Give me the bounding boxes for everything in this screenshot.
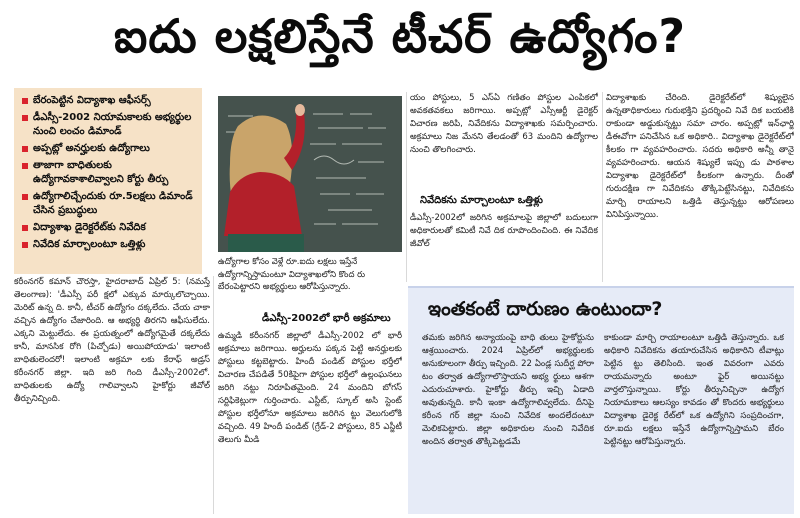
highlight-item	[22, 238, 196, 252]
highlight-item	[22, 221, 196, 235]
highlight-item	[22, 159, 196, 187]
highlight-item	[22, 142, 196, 156]
highlight-text: విద్యాశాఖ డైరెక్టరేట్‌కు నివేదిక	[33, 222, 146, 233]
article-column-2: ఉమ్మడి కరీంనగర్ జిల్లాలో డీఎస్సీ-2002 లో భారీ అక్రమాలు జరిగాయి. అర్హులను పక్కన పెట్టి అనర్హులకు పోస్టులు కట్టబెట్టారు. హిందీ పండిట్ పోస్టుల భర్తీలో విచారణ చేపడితే 50కిపైగా పోస్టుల భర్తీలో ఉల్లంఘనలు జరిగి నట్టు నిరూపితమైంది. 24 మందిని బోగస్ సర్టిఫికెట్లుగా గుర్తించారు. ఎస్టీట్, స్కూల్ అసి స్టెంట్ పోస్టుల భర్తీలోనూ అక్రమాలు జరిగిన ట్టు వెలుగులోకి వచ్చింది. 49 హిందీ పండిట్ (గ్రేడ్-2 పోస్టులు, 85 ఎస్జీటీ తెలుగు మీడి	[218, 331, 402, 445]
teacher-chalkboard-photo	[218, 96, 402, 252]
bullet-icon	[22, 98, 28, 104]
highlight-text: డీఎస్సీ-2002 నియామకాలకు అభ్యర్థుల నుంచి లంచం డిమాండ్	[33, 112, 192, 137]
highlight-text: ఉద్యోగాలిచ్చేందుకు రూ.5లక్షలు డిమాండ్ చేసిన ప్రబుద్ధులు	[33, 191, 193, 216]
column-divider	[213, 276, 214, 514]
highlight-item	[22, 111, 196, 139]
highlight-text: తాజాగా బాధితులకు ఉద్యోగావకాశాలివ్వాలని కోర్టు తీర్పు	[33, 160, 169, 185]
headline: ఐదు లక్షలిస్తేనే టీచర్ ఉద్యోగం?	[113, 9, 687, 63]
highlights-box	[14, 88, 202, 274]
bullet-icon	[22, 163, 28, 169]
article-column-3: యం పోస్టులు, 5 ఎస్ఏ గణితం పోస్టుల ఎంపికలో అవకతవకలు జరిగాయి. అప్పట్లో ఎస్సీఆర్టీ డైరెక్టర్ విచారణ జరిపి, నివేదికను విద్యాశాఖకు సమర్పించారు. అక్రమాలు నిజ మేనని తేలడంతో 63 మందిని ఉద్యోగాల నుంచి తొలగించారు.	[410, 93, 598, 155]
bullet-icon	[22, 115, 28, 121]
sidebar-story-title: ఇంతకంటే దారుణం ఉంటుందా?	[428, 298, 663, 320]
bullet-icon	[22, 242, 28, 248]
article-column-1: కరీంనగర్ కమాన్ చౌరస్తా, హైదరాబాద్ ఏప్రిల్ 5: (నమస్తే తెలంగాణ): 'డీఎస్సీ పరీ క్షలో ఎక్కువ మార్కులొచ్చాయి. మెరిట్ ఉన్న ది. కానీ, టీచర్ ఉద్యోగం దక్కలేదు. చేయ చాకా వచ్చిన ఉద్యోగం చేజారింది. ఆ అభ్యర్థి తిరగని ఆఫీసులేదు. ఎక్కని మెట్టులేదు. ఈ ప్రయత్నంలో ఉద్యోగమైతే దక్కలేదు కానీ, మానసిక రోగి (పిచ్చోడు) అయిపోయాడు' ఇలాంటి బాధితులెందరో! ఇలాంటి అక్రమా లకు కేరాఫ్ అడ్రస్ కరీంనగర్ జిల్లా. ఇది జరి గింది డీఎస్సీ-2002లో. బాధితులకు ఉద్యో గాలివ్వాలని హైకోర్టు జీవోల్ తీర్పునిచ్చింది.	[14, 277, 210, 404]
highlight-item	[22, 94, 196, 108]
highlight-text: నివేదిక మార్చాలంటూ ఒత్తిళ్లు	[33, 239, 146, 250]
sidebar-story-box	[408, 286, 794, 514]
column-divider	[406, 92, 407, 282]
photo-caption: ఉద్యోగాల కోసం వెళ్లే రూ.ఐదు లక్షలు ఇస్తేనే ఉద్యోగాన్నిస్తామంటూ విద్యాశాఖలోని కొంద రు బేరంపెట్టారని అభ్యర్థులు ఆరోపిస్తున్నారు.	[218, 257, 366, 292]
sidebar-story-column-2: కాకుండా మార్చి రాయాలంటూ ఒత్తిడి తెస్తున్నారు. ఒక అధికారి నివేదికను తయారుచేసిన అధికారిని టీవాట్లు పెట్టిన ట్టు తెలిసింది. ఇంత వివరంగా ఎవరు రాయమన్నారు అంటూ ఫైర్ అయినట్టు వార్తలొస్తున్నాయి. కోర్టు తీర్పునిచ్చినా ఉద్యోగ నియామకాలు ఆలస్యం కావడం తో కొందరు అభ్యర్థులు విద్యాశాఖ డైరెక్ట రేట్‌లో ఒక ఉద్యోగిని సంప్రదించగా, రూ.ఐదు లక్షలు ఇస్తేనే ఉద్యోగాన్నిస్తామని బేరం పెట్టినట్టు ఆరోపిస్తున్నారు.	[604, 333, 784, 447]
subheading-pressure: నివేదికను మార్చాలంటూ ఒత్తిళ్లు	[420, 195, 543, 206]
article-column-4: విద్యాశాఖకు చేరింది. డైరెక్టరేట్‌లో శిష్యులైన ఉన్నతాధికారులు గురుభక్తిని ప్రదర్శించి నివే దిక బయటికి రాకుండా అడ్డుకున్నట్టు సమా చారం. అప్పట్లో ఇన్‌ఛార్జి డీఈవోగా పనిచేసిన ఒక అధికారి.. విద్యాశాఖ డైరెక్టరేట్‌లో కీలకం గా వ్యవహరించారు. సదరు అధికారి అన్నీ తానై వ్యవహరించారు. ఆయన శిష్యులే ఇప్పు డు పాఠశాల విద్యాశాఖ డైరెక్టరేట్‌లో కీలకంగా ఉన్నారు. దీంతో గురుదక్షిణ గా నివేదికను తొక్కిపెట్టేసినట్టు, నివేదికను మార్చి రాయాలని ఒత్తిడి తెస్తున్నట్టు ఆరోపణలు వినిపిస్తున్నాయి.	[606, 93, 794, 220]
highlight-text: అప్పట్లో అనర్హులకు ఉద్యోగాలు	[33, 143, 150, 154]
bullet-icon	[22, 146, 28, 152]
bullet-icon	[22, 194, 28, 200]
bullet-icon	[22, 225, 28, 231]
chalkboard-illustration	[218, 96, 402, 252]
article-column-3-continued: డీఎస్సీ-2002లో జరిగిన అక్రమాలపై జిల్లాలో బదులుగా అధికారులతో కమిటీ నివే దిక రూపొందించింది. ఈ నివేదిక జీవోల్	[410, 213, 598, 249]
sidebar-story-column-1: తమకు జరిగిన అన్యాయంపై బాధి తులు హైకోర్టును ఆశ్రయించారు. 2024 ఏప్రిల్‌లో అభ్యర్థులకు అనుకూలంగా తీర్పు ఇచ్చింది. 22 ఏండ్ల సుదీర్ఘ పోరా టం తర్వాత ఉద్యోగాలొస్తాయని అభ్య ర్థులు ఆశగా ఎదురుచూశారు. హైకోర్టు తీర్పు ఇచ్చి ఏడాది అవుతున్నది. కానీ ఇంకా ఉద్యోగాలివ్వలేదు. దీనిపై కరీంన గర్ జిల్లా నుంచి నివేదిక అందలేదంటూ మెలికపెట్టారు. జిల్లా అధికారుల నుంచి నివేదిక అందిన తర్వాత తొక్కిపెట్టడమే	[422, 333, 594, 447]
highlight-item	[22, 190, 196, 218]
column-divider	[602, 92, 603, 282]
subheading-irregularities: డీఎస్సీ-2002లో భారీ అక్రమాలు	[262, 313, 391, 324]
highlight-text: బేరంపెట్టిన విద్యాశాఖ ఆఫీసర్స్	[33, 95, 151, 106]
